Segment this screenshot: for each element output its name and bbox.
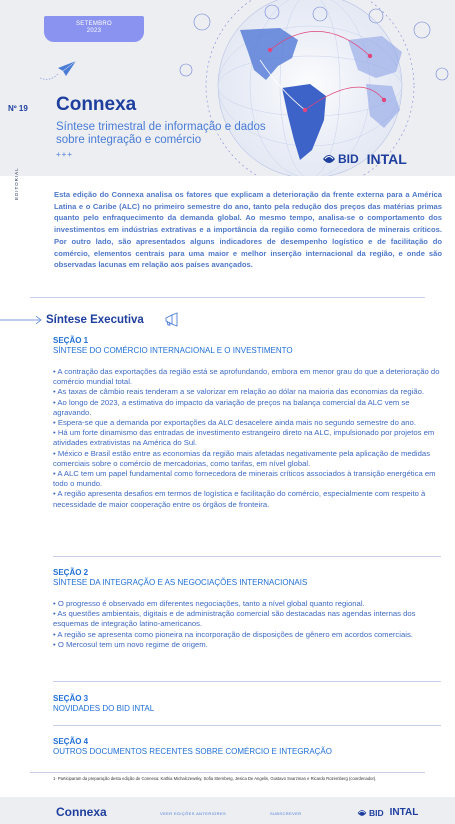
section-4-header[interactable]: [53, 737, 332, 757]
page-title: Connexa: [56, 94, 137, 115]
plus-decoration: +++: [56, 150, 74, 159]
list-item: • O Mercosul tem um novo regime de origem.: [53, 639, 208, 649]
divider: [53, 556, 441, 557]
section-1-header[interactable]: [53, 336, 293, 356]
section-2-body: [53, 599, 441, 650]
section-number: SEÇÃO 2: [53, 568, 89, 577]
section-3-header[interactable]: [53, 694, 154, 714]
list-item: • A contração das exportações da região está se aprofundando, embora em menor grau do que a deterioração do comércio mundial total.: [53, 367, 440, 387]
date-badge: SETEMBRO 2023: [44, 16, 144, 42]
paper-plane-icon: [38, 58, 78, 84]
list-item: • Espera-se que a demanda por exportações da ALC desacelere ainda mais no segundo semestre do ano.: [53, 418, 416, 428]
bid-text: BID: [369, 807, 384, 818]
bid-text: BID: [338, 152, 359, 166]
editorial-text: Esta edição do Connexa analisa os fatores que explicam a deterioração da frente externa para a América Latina e o Caribe (ALC) no primeiro semestre do ano, tanto pela redução dos preços das matérias primas quanto pelo enfraquecimento da demanda global. Ao mesmo tempo, analisa-se o comportamento dos investimentos em indústrias extrativas e a importância da região como fornecedora de minerais críticos. Por outro lado, são apresentados alguns indicadores de desempenho logístico e de facilitação do comércio, elementos centrais para uma maior e melhor inserção internacional da região, e onde são observadas lacunas em relação aos países avançados.: [54, 190, 442, 270]
divider: [30, 297, 425, 298]
globe-illustration: [170, 0, 455, 176]
section-title: SÍNTESE DO COMÉRCIO INTERNACIONAL E O INVESTIMENTO: [53, 346, 293, 355]
section-number: SEÇÃO 4: [53, 737, 89, 746]
list-item: • Há um forte dinamismo das entradas de investimento estrangeiro direto na ALC, impulsionado por projetos em atividades extrativistas na América do Sul.: [53, 428, 435, 448]
footnote: 1· Participaram da preparação desta edição de Connexa: Kathia Michalczewsky, Sofia Sternberg, Jesica De Angelis, Gustavo Svarzman e Ricardo Rozemberg (coordenador).: [53, 776, 377, 781]
section-title: OUTROS DOCUMENTOS RECENTES SOBRE COMÉRCIO E INTEGRAÇÃO: [53, 747, 332, 756]
list-item: • A ALC tem um papel fundamental como fornecedora de minerais críticos associados à transição energética em todo o mundo.: [53, 469, 436, 489]
section-1-body: [53, 367, 441, 510]
list-item: • México e Brasil estão entre as economias da região mais afetadas negativamente pela aplicação de medidas comerciais sobre o comércio de mercadorias, como tarifas, em nível global.: [53, 448, 431, 468]
intal-text: INTAL: [389, 807, 419, 818]
bid-intal-logo[interactable]: [322, 151, 407, 167]
section-number: SEÇÃO 3: [53, 694, 89, 703]
bid-logo-icon: [322, 152, 336, 166]
footer-title: Connexa: [56, 805, 107, 819]
list-item: • A região se apresenta como pioneira na incorporação de disposições de gênero em acordos comerciais.: [53, 629, 413, 639]
executive-summary-title: Síntese Executiva: [46, 314, 144, 326]
list-item: • O progresso é observado em diferentes negociações, tanto a nível global quanto regional.: [53, 599, 365, 608]
section-number: SEÇÃO 1: [53, 336, 89, 345]
subscribe-link[interactable]: SUBSCREVER: [270, 811, 302, 816]
divider: [30, 772, 425, 773]
list-item: • As taxas de câmbio reais tenderam a se valorizar em relação ao dólar na maioria das economias da região.: [53, 387, 425, 397]
list-item: • As questões ambientais, digitais e de administração comercial são destacadas nas agendas internas dos esquemas de integração latino-americanos.: [53, 609, 416, 629]
issue-number: Nº 19: [8, 104, 28, 113]
intal-text: INTAL: [366, 151, 407, 167]
list-item: • A região apresenta desafios em termos de logística e facilitação do comércio, especialmente com respeito à necessidade de maior cooperação entre os órgãos de fronteira.: [53, 489, 426, 509]
section-title: NOVIDADES DO BID INTAL: [53, 704, 155, 713]
page-subtitle: Síntese trimestral de informação e dados sobre integração e comércio: [56, 121, 266, 146]
footer-bid-intal-logo[interactable]: [357, 807, 418, 818]
arrow-right-icon: [0, 313, 44, 327]
section-2-header[interactable]: [53, 568, 307, 588]
previous-editions-link[interactable]: VEER EDIÇÕES ANTERIORES: [160, 811, 227, 816]
megaphone-icon: [163, 311, 181, 329]
list-item: • Ao longo de 2023, a estimativa do impacto da variação de preços na balança comercial da ALC vem se agravando.: [53, 397, 410, 417]
divider: [53, 725, 441, 726]
divider: [53, 681, 441, 682]
editorial-label: EDITORIAL: [14, 167, 19, 200]
section-title: SÍNTESE DA INTEGRAÇÃO E AS NEGOCIAÇÕES INTERNACIONAIS: [53, 578, 308, 587]
bid-logo-icon: [357, 808, 367, 818]
